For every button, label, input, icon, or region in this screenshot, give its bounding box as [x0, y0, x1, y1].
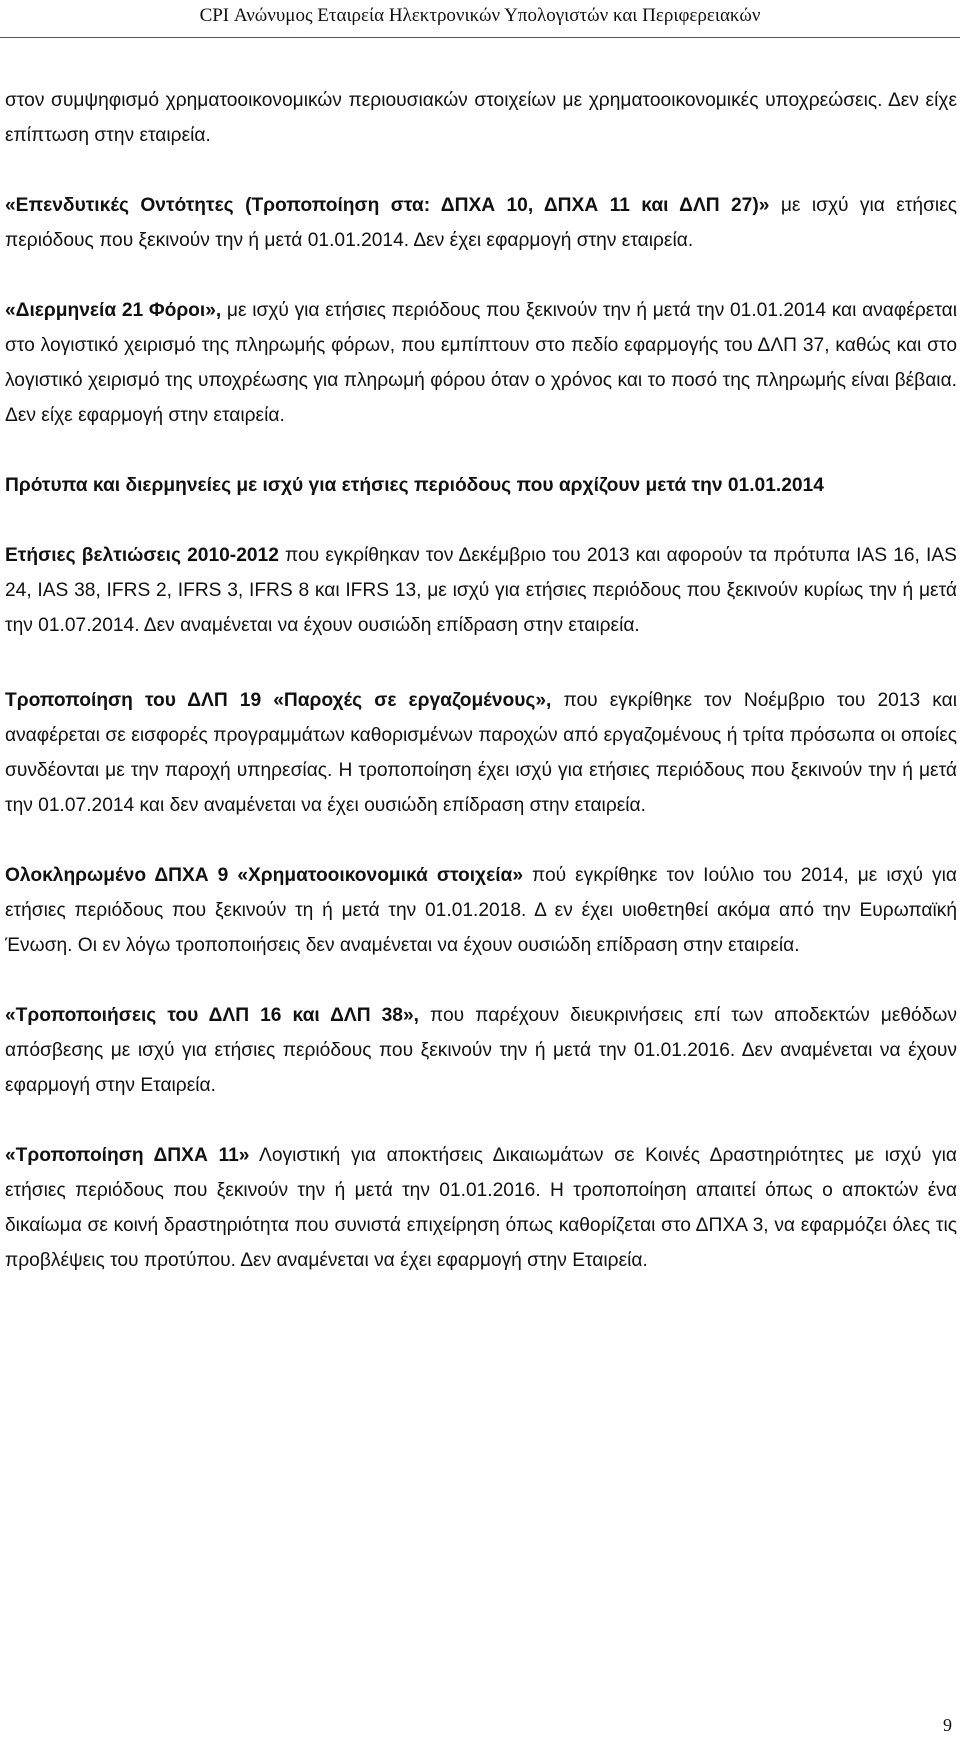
- paragraph-annual-improvements: [5, 538, 957, 643]
- paragraph-bold-title: «Επενδυτικές Οντότητες (Τροποποίηση στα: ΔΠΧΑ 10, ΔΠΧΑ 11 και ΔΛΠ 27)»: [5, 195, 770, 216]
- paragraph-ifric-21: [5, 293, 957, 433]
- paragraph-bold-title: Τροποποίηση του ΔΛΠ 19 «Παροχές σε εργαζομένους»,: [5, 690, 552, 711]
- paragraph-text: με ισχύ για ετήσιες περιόδους που ξεκινούν την ή μετά την 01.01.2014 και αναφέρεται στο λογιστικό χειρισμό της πληρωμής φόρων, που εμπίπτουν στο πεδίο εφαρμογής του ΔΛΠ 37, καθώς και στο λογιστικό χειρισμό της υποχρέωσης για πληρωμή φόρου όταν ο χρόνος και το ποσό της πληρωμής είναι βέβαια. Δεν είχε εφαρμογή στην εταιρεία.: [5, 300, 957, 426]
- paragraph-investment-entities: [5, 188, 957, 258]
- section-heading: Πρότυπα και διερμηνείες με ισχύ για ετήσιες περιόδους που αρχίζουν μετά την 01.01.2014: [5, 475, 824, 496]
- paragraph-text: στον συμψηφισμό χρηματοοικονομικών περιουσιακών στοιχείων με χρηματοοικονομικές υποχρεώσεις. Δεν είχε επίπτωση στην εταιρεία.: [5, 90, 957, 146]
- paragraph-text: που εγκρίθηκε τον Νοέμβριο του 2013 και αναφέρεται σε εισφορές προγραμμάτων καθορισμένων παροχών από εργαζομένους ή τρίτα πρόσωπα οι οποίες συνδέονται με την παροχή υπηρεσίας. Η τροποποίηση έχει ισχύ για ετήσιες περιόδους που ξεκινούν την ή μετά την 01.07.2014 και δεν αναμένεται να έχει ουσιώδη επίδραση στην εταιρεία.: [5, 690, 957, 816]
- paragraph-text: που παρέχουν διευκρινήσεις επί των αποδεκτών μεθόδων απόσβεσης με ισχύ για ετήσιες περιόδους που ξεκινούν την ή μετά την 01.01.2016. Δεν αναμένεται να έχουν εφαρμογή στην Εταιρεία.: [5, 1005, 957, 1096]
- page-number: 9: [943, 1715, 952, 1735]
- paragraph-bold-title: «Διερμηνεία 21 Φόροι»,: [5, 300, 222, 321]
- paragraph-ias-19: [5, 683, 957, 823]
- paragraph-text: που εγκρίθηκαν τον Δεκέμβριο του 2013 και αφορούν τα πρότυπα IAS 16, IAS 24, IAS 38, IFRS 2, IFRS 3, IFRS 8 και IFRS 13, με ισχύ για ετήσιες περιόδους που ξεκινούν κυρίως την ή μετά την 01.07.2014. Δεν αναμένεται να έχουν ουσιώδη επίδραση στην εταιρεία.: [5, 545, 957, 636]
- page-header: CPI Ανώνυμος Εταιρεία Ηλεκτρονικών Υπολογιστών και Περιφερειακών: [199, 5, 761, 26]
- paragraph-text: με ισχύ για ετήσιες περιόδους που ξεκινούν την ή μετά 01.01.2014. Δεν έχει εφαρμογή στην εταιρεία.: [5, 195, 957, 251]
- paragraph-ias-16-38: [5, 998, 957, 1103]
- document-body: [5, 83, 957, 1278]
- paragraph-bold-title: «Τροποποιήσεις του ΔΛΠ 16 και ΔΛΠ 38»,: [5, 1005, 419, 1026]
- paragraph-ifrs-9: [5, 858, 957, 963]
- paragraph-text: Λογιστική για αποκτήσεις Δικαιωμάτων σε Κοινές Δραστηριότητες με ισχύ για ετήσιες περιόδους που ξεκινούν την ή μετά την 01.01.2016. Η τροποποίηση απαιτεί όπως ο αποκτών ένα δικαίωμα σε κοινή δραστηριότητα που συνιστά επιχείρηση όπως καθορίζεται στο ΔΠΧΑ 3, να εφαρμόζει όλες τις προβλέψεις του προτύπου. Δεν αναμένεται να έχει εφαρμογή στην Εταιρεία.: [5, 1145, 957, 1271]
- paragraph-offsetting: [5, 83, 957, 153]
- paragraph-ifrs-11: [5, 1138, 957, 1278]
- paragraph-bold-title: Ετήσιες βελτιώσεις 2010-2012: [5, 545, 279, 566]
- paragraph-bold-title: Ολοκληρωμένο ΔΠΧΑ 9 «Χρηματοοικονομικά στοιχεία»: [5, 865, 524, 886]
- paragraph-text: πού εγκρίθηκε τον Ιούλιο του 2014, με ισχύ για ετήσιες περιόδους που ξεκινούν τη ή μετά την 01.01.2018. Δ εν έχει υιοθετηθεί ακόμα από την Ευρωπαϊκή Ένωση. Οι εν λόγω τροποποιήσεις δεν αναμένεται να έχουν ουσιώδη επίδραση στην εταιρεία.: [5, 865, 957, 956]
- header-divider: [0, 37, 960, 38]
- paragraph-bold-title: «Τροποποίηση ΔΠΧΑ 11»: [5, 1145, 250, 1166]
